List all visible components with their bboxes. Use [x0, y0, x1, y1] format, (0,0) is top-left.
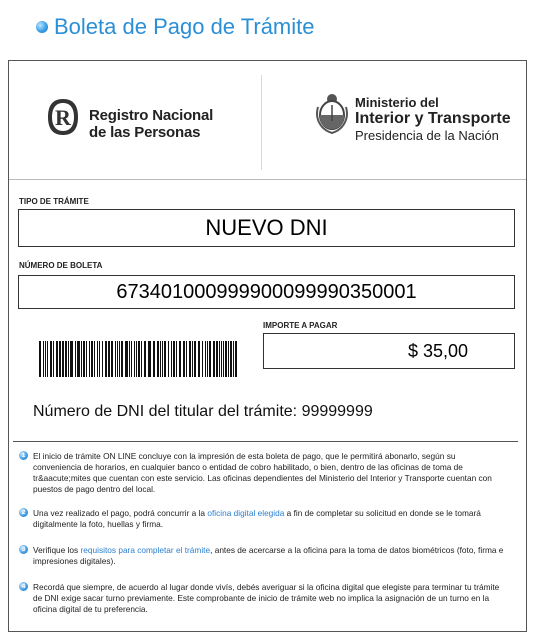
dni-value: 99999999: [301, 403, 373, 420]
numero-boleta-value: 673401000999900099990350001: [116, 280, 417, 303]
tipo-tramite-field: [18, 209, 515, 247]
barcode: [39, 341, 239, 377]
numero-boleta-field: [18, 275, 515, 309]
rnp-line2: de las Personas: [89, 124, 201, 141]
numero-boleta-label: NÚMERO DE BOLETA: [19, 261, 103, 270]
section-divider: [9, 179, 526, 180]
national-shield-icon: [315, 91, 349, 135]
note-4: [19, 582, 504, 615]
number-1-icon: 1: [19, 451, 28, 460]
note-2-text: [33, 508, 504, 530]
note-3-post: , antes de acercarse a la oficina para la toma de datos biométricos (foto, firma e impresiones digitales).: [33, 545, 504, 566]
dni-label: Número de DNI del titular del trámite:: [33, 403, 298, 420]
page-title: [36, 14, 315, 40]
rnp-logo-text: [89, 107, 213, 141]
tipo-tramite-value: NUEVO DNI: [205, 215, 328, 240]
note-3-text: [33, 545, 504, 567]
importe-label: IMPORTE A PAGAR: [263, 321, 338, 330]
note-2-pre: Una vez realizado el pago, podrá concurrir a la: [33, 508, 208, 518]
ministerio-line2: Interior y Transporte: [355, 110, 511, 127]
page-title-text: Boleta de Pago de Trámite: [54, 14, 315, 39]
ministerio-logo-text: [355, 95, 511, 143]
dni-line: [33, 403, 373, 421]
logos-header: [9, 61, 526, 181]
tipo-tramite-label: TIPO DE TRÁMITE: [19, 197, 89, 206]
number-4-icon: 4: [19, 582, 28, 591]
svg-text:R: R: [55, 105, 71, 130]
payment-slip: [8, 60, 527, 632]
oficina-digital-link[interactable]: oficina digital elegida: [207, 508, 285, 518]
title-bullet-icon: [36, 21, 48, 33]
rnp-logo-icon: [45, 97, 81, 137]
note-4-text: Recordá que siempre, de acuerdo al lugar donde vivís, debés averiguar si la oficina digital que elegiste para terminar tu trámite de DNI exige sacar turno previamente. Este comprobante de inicio de trámite web no implica la asignación de un turno en la oficina digital de tu preferencia.: [33, 582, 500, 614]
note-2-post: a fin de completar su solicitud en donde se le tomará digitalmente la foto, huellas y firma.: [33, 508, 481, 529]
ministerio-line1: Ministerio del: [355, 95, 439, 110]
note-3: [19, 545, 504, 567]
note-2: [19, 508, 504, 530]
importe-value: $ 35,00: [407, 340, 468, 361]
number-3-icon: 3: [19, 545, 28, 554]
requisitos-link[interactable]: requisitos para completar el trámite: [80, 545, 211, 555]
number-2-icon: 2: [19, 508, 28, 517]
note-1-text: El inicio de trámite ON LINE concluye con la impresión de esta boleta de pago, que le permitirá abonarlo, según su conveniencia de horarios, en cualquier banco o entidad de cobro habilitado, o bien, dentro de las oficinas de toma de tr&aacute;mites que cuentan con este servicio. Las oficinas dependientes del Ministerio del Interior y Transporte cuentan con puestos de pago dentro del local.: [33, 451, 492, 494]
note-1: [19, 451, 504, 495]
notes-divider: [13, 441, 518, 442]
ministerio-line3: Presidencia de la Nación: [355, 128, 499, 143]
note-3-pre: Verifique los: [33, 545, 81, 555]
logo-divider: [261, 75, 262, 170]
importe-field: [263, 333, 515, 369]
rnp-line1: Registro Nacional: [89, 107, 214, 124]
